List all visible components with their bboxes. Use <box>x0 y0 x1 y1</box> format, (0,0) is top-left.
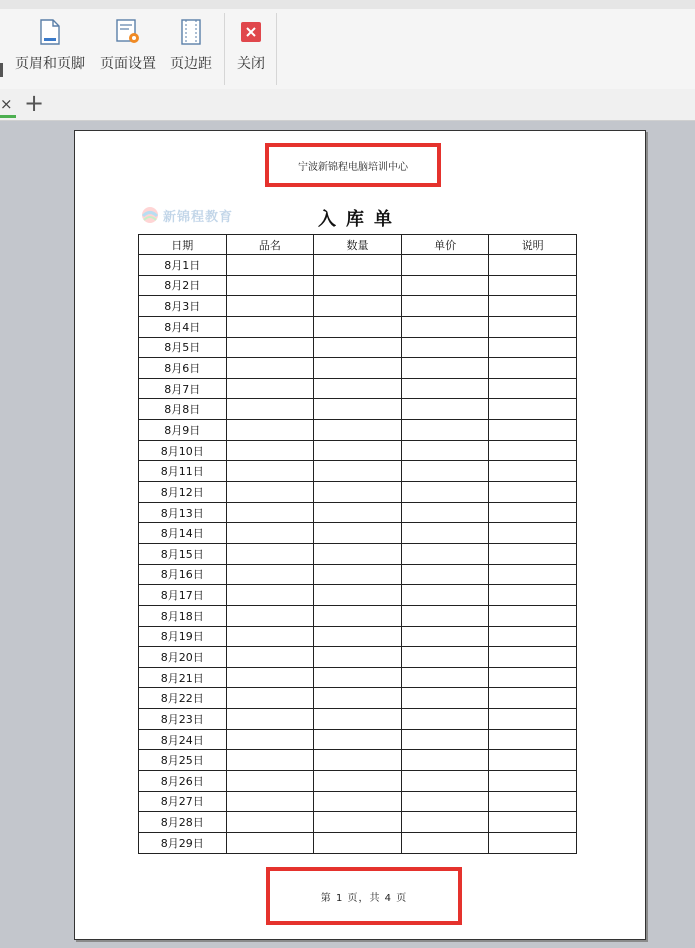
product-cell[interactable] <box>226 543 314 564</box>
product-cell[interactable] <box>226 667 314 688</box>
date-cell: 8月28日 <box>139 812 227 833</box>
date-cell: 8月2日 <box>139 275 227 296</box>
price-cell[interactable] <box>401 440 489 461</box>
date-cell: 8月10日 <box>139 440 227 461</box>
ribbon-toolbar <box>0 9 695 89</box>
price-cell[interactable] <box>401 771 489 792</box>
table-row <box>139 440 577 461</box>
date-cell: 8月5日 <box>139 337 227 358</box>
close-label: 关闭 <box>237 56 265 72</box>
product-cell[interactable] <box>226 523 314 544</box>
close-button[interactable] <box>234 17 268 73</box>
margins-label: 页边距 <box>170 56 212 72</box>
table-row <box>139 275 577 296</box>
date-cell: 8月21日 <box>139 667 227 688</box>
price-cell[interactable] <box>401 812 489 833</box>
table-row <box>139 399 577 420</box>
product-cell[interactable] <box>226 688 314 709</box>
table-header-row <box>139 235 577 255</box>
table-row <box>139 378 577 399</box>
quantity-cell[interactable] <box>314 729 402 750</box>
footer-highlight[interactable] <box>266 867 462 925</box>
date-cell: 8月27日 <box>139 791 227 812</box>
product-cell[interactable] <box>226 709 314 730</box>
notes-cell[interactable] <box>489 667 577 688</box>
date-cell: 8月29日 <box>139 832 227 853</box>
table-row <box>139 750 577 771</box>
toolbar-separator <box>224 13 225 85</box>
table-row <box>139 502 577 523</box>
price-cell[interactable] <box>401 750 489 771</box>
notes-cell[interactable] <box>489 791 577 812</box>
date-cell: 8月18日 <box>139 605 227 626</box>
price-cell[interactable] <box>401 709 489 730</box>
product-cell[interactable] <box>226 255 314 276</box>
product-cell[interactable] <box>226 482 314 503</box>
quantity-cell[interactable] <box>314 440 402 461</box>
quantity-cell[interactable] <box>314 543 402 564</box>
header-footer-button[interactable] <box>12 17 88 73</box>
date-cell: 8月25日 <box>139 750 227 771</box>
header-footer-label: 页眉和页脚 <box>15 56 85 72</box>
notes-cell[interactable] <box>489 316 577 337</box>
price-cell[interactable] <box>401 399 489 420</box>
page-setup-label: 页面设置 <box>100 56 156 72</box>
header-footer-icon <box>37 17 63 47</box>
price-cell[interactable] <box>401 564 489 585</box>
price-cell[interactable] <box>401 667 489 688</box>
notes-cell[interactable] <box>489 729 577 750</box>
date-cell: 8月20日 <box>139 647 227 668</box>
notes-cell[interactable] <box>489 688 577 709</box>
product-cell[interactable] <box>226 275 314 296</box>
price-cell[interactable] <box>401 296 489 317</box>
quantity-cell[interactable] <box>314 750 402 771</box>
product-cell[interactable] <box>226 337 314 358</box>
table-row <box>139 296 577 317</box>
product-cell[interactable] <box>226 812 314 833</box>
margins-icon <box>178 17 204 47</box>
logo-text: 新锦程教育 <box>163 209 234 225</box>
notes-cell[interactable] <box>489 337 577 358</box>
header-highlight[interactable] <box>265 143 441 187</box>
table-row <box>139 791 577 812</box>
price-cell[interactable] <box>401 502 489 523</box>
price-cell[interactable] <box>401 461 489 482</box>
table-row <box>139 358 577 379</box>
quantity-cell[interactable] <box>314 709 402 730</box>
product-cell[interactable] <box>226 378 314 399</box>
product-cell[interactable] <box>226 564 314 585</box>
column-header-quantity: 数量 <box>314 235 402 255</box>
page-setup-icon <box>115 17 141 47</box>
price-cell[interactable] <box>401 482 489 503</box>
price-cell[interactable] <box>401 585 489 606</box>
column-header-product: 品名 <box>226 235 314 255</box>
notes-cell[interactable] <box>489 378 577 399</box>
price-cell[interactable] <box>401 729 489 750</box>
table-row <box>139 832 577 853</box>
price-cell[interactable] <box>401 255 489 276</box>
active-tab-indicator <box>0 115 16 118</box>
quantity-cell[interactable] <box>314 647 402 668</box>
quantity-cell[interactable] <box>314 502 402 523</box>
table-row <box>139 585 577 606</box>
notes-cell[interactable] <box>489 771 577 792</box>
quantity-cell[interactable] <box>314 832 402 853</box>
notes-cell[interactable] <box>489 750 577 771</box>
notes-cell[interactable] <box>489 585 577 606</box>
quantity-cell[interactable] <box>314 523 402 544</box>
date-cell: 8月15日 <box>139 543 227 564</box>
quantity-cell[interactable] <box>314 667 402 688</box>
date-cell: 8月6日 <box>139 358 227 379</box>
price-cell[interactable] <box>401 523 489 544</box>
notes-cell[interactable] <box>489 399 577 420</box>
price-cell[interactable] <box>401 543 489 564</box>
product-cell[interactable] <box>226 647 314 668</box>
date-cell: 8月14日 <box>139 523 227 544</box>
date-cell: 8月12日 <box>139 482 227 503</box>
column-header-price: 单价 <box>401 235 489 255</box>
date-cell: 8月11日 <box>139 461 227 482</box>
price-cell[interactable] <box>401 378 489 399</box>
table-row <box>139 647 577 668</box>
price-cell[interactable] <box>401 647 489 668</box>
price-cell[interactable] <box>401 832 489 853</box>
price-cell[interactable] <box>401 688 489 709</box>
notes-cell[interactable] <box>489 832 577 853</box>
notes-cell[interactable] <box>489 296 577 317</box>
product-cell[interactable] <box>226 440 314 461</box>
quantity-cell[interactable] <box>314 812 402 833</box>
date-cell: 8月24日 <box>139 729 227 750</box>
quantity-cell[interactable] <box>314 275 402 296</box>
product-cell[interactable] <box>226 626 314 647</box>
table-row <box>139 709 577 730</box>
table-row <box>139 667 577 688</box>
table-row <box>139 255 577 276</box>
table-row <box>139 543 577 564</box>
price-cell[interactable] <box>401 626 489 647</box>
margins-button[interactable] <box>166 17 216 73</box>
table-row <box>139 812 577 833</box>
truncated-button-edge <box>0 63 3 77</box>
date-cell: 8月1日 <box>139 255 227 276</box>
product-cell[interactable] <box>226 585 314 606</box>
product-cell[interactable] <box>226 316 314 337</box>
notes-cell[interactable] <box>489 543 577 564</box>
product-cell[interactable] <box>226 832 314 853</box>
inventory-table <box>138 234 577 854</box>
toolbar-separator <box>276 13 277 85</box>
notes-cell[interactable] <box>489 440 577 461</box>
table-row <box>139 316 577 337</box>
quantity-cell[interactable] <box>314 316 402 337</box>
date-cell: 8月16日 <box>139 564 227 585</box>
product-cell[interactable] <box>226 296 314 317</box>
date-cell: 8月9日 <box>139 420 227 441</box>
price-cell[interactable] <box>401 420 489 441</box>
notes-cell[interactable] <box>489 502 577 523</box>
notes-cell[interactable] <box>489 647 577 668</box>
quantity-cell[interactable] <box>314 461 402 482</box>
product-cell[interactable] <box>226 605 314 626</box>
quantity-cell[interactable] <box>314 626 402 647</box>
quantity-cell[interactable] <box>314 378 402 399</box>
quantity-cell[interactable] <box>314 420 402 441</box>
product-cell[interactable] <box>226 771 314 792</box>
product-cell[interactable] <box>226 420 314 441</box>
table-row <box>139 626 577 647</box>
table-row <box>139 688 577 709</box>
quantity-cell[interactable] <box>314 296 402 317</box>
date-cell: 8月26日 <box>139 771 227 792</box>
table-row <box>139 420 577 441</box>
notes-cell[interactable] <box>489 255 577 276</box>
table-row <box>139 482 577 503</box>
quantity-cell[interactable] <box>314 482 402 503</box>
table-row <box>139 337 577 358</box>
notes-cell[interactable] <box>489 275 577 296</box>
table-row <box>139 564 577 585</box>
date-cell: 8月23日 <box>139 709 227 730</box>
product-cell[interactable] <box>226 358 314 379</box>
product-cell[interactable] <box>226 399 314 420</box>
quantity-cell[interactable] <box>314 585 402 606</box>
date-cell: 8月22日 <box>139 688 227 709</box>
quantity-cell[interactable] <box>314 771 402 792</box>
date-cell: 8月8日 <box>139 399 227 420</box>
column-header-date: 日期 <box>139 235 227 255</box>
quantity-cell[interactable] <box>314 564 402 585</box>
table-row <box>139 729 577 750</box>
date-cell: 8月3日 <box>139 296 227 317</box>
document-tab-strip <box>0 89 695 121</box>
window-top-strip <box>0 0 695 9</box>
product-cell[interactable] <box>226 791 314 812</box>
new-tab-icon[interactable]: + <box>24 89 45 117</box>
notes-cell[interactable] <box>489 605 577 626</box>
date-cell: 8月19日 <box>139 626 227 647</box>
table-row <box>139 771 577 792</box>
product-cell[interactable] <box>226 502 314 523</box>
quantity-cell[interactable] <box>314 791 402 812</box>
document-title: 入库单 <box>318 209 402 230</box>
product-cell[interactable] <box>226 729 314 750</box>
quantity-cell[interactable] <box>314 255 402 276</box>
price-cell[interactable] <box>401 316 489 337</box>
document-page <box>74 130 646 940</box>
notes-cell[interactable] <box>489 626 577 647</box>
notes-cell[interactable] <box>489 358 577 379</box>
price-cell[interactable] <box>401 605 489 626</box>
quantity-cell[interactable] <box>314 688 402 709</box>
table-row <box>139 523 577 544</box>
price-cell[interactable] <box>401 337 489 358</box>
quantity-cell[interactable] <box>314 399 402 420</box>
table-row <box>139 461 577 482</box>
quantity-cell[interactable] <box>314 605 402 626</box>
table-row <box>139 605 577 626</box>
notes-cell[interactable] <box>489 461 577 482</box>
price-cell[interactable] <box>401 275 489 296</box>
notes-cell[interactable] <box>489 420 577 441</box>
date-cell: 8月7日 <box>139 378 227 399</box>
date-cell: 8月4日 <box>139 316 227 337</box>
notes-cell[interactable] <box>489 482 577 503</box>
price-cell[interactable] <box>401 791 489 812</box>
table-body <box>139 255 577 854</box>
notes-cell[interactable] <box>489 812 577 833</box>
quantity-cell[interactable] <box>314 337 402 358</box>
page-setup-button[interactable] <box>96 17 160 73</box>
close-icon <box>238 17 264 47</box>
price-cell[interactable] <box>401 358 489 379</box>
product-cell[interactable] <box>226 461 314 482</box>
notes-cell[interactable] <box>489 709 577 730</box>
notes-cell[interactable] <box>489 564 577 585</box>
date-cell: 8月13日 <box>139 502 227 523</box>
page-header-text: 宁波新锦程电脑培训中心 <box>298 161 408 173</box>
column-header-notes: 说明 <box>489 235 577 255</box>
page-footer-text: 第 1 页，共 4 页 <box>320 892 408 904</box>
product-cell[interactable] <box>226 750 314 771</box>
tab-close-icon[interactable]: × <box>0 95 13 113</box>
quantity-cell[interactable] <box>314 358 402 379</box>
notes-cell[interactable] <box>489 523 577 544</box>
date-cell: 8月17日 <box>139 585 227 606</box>
